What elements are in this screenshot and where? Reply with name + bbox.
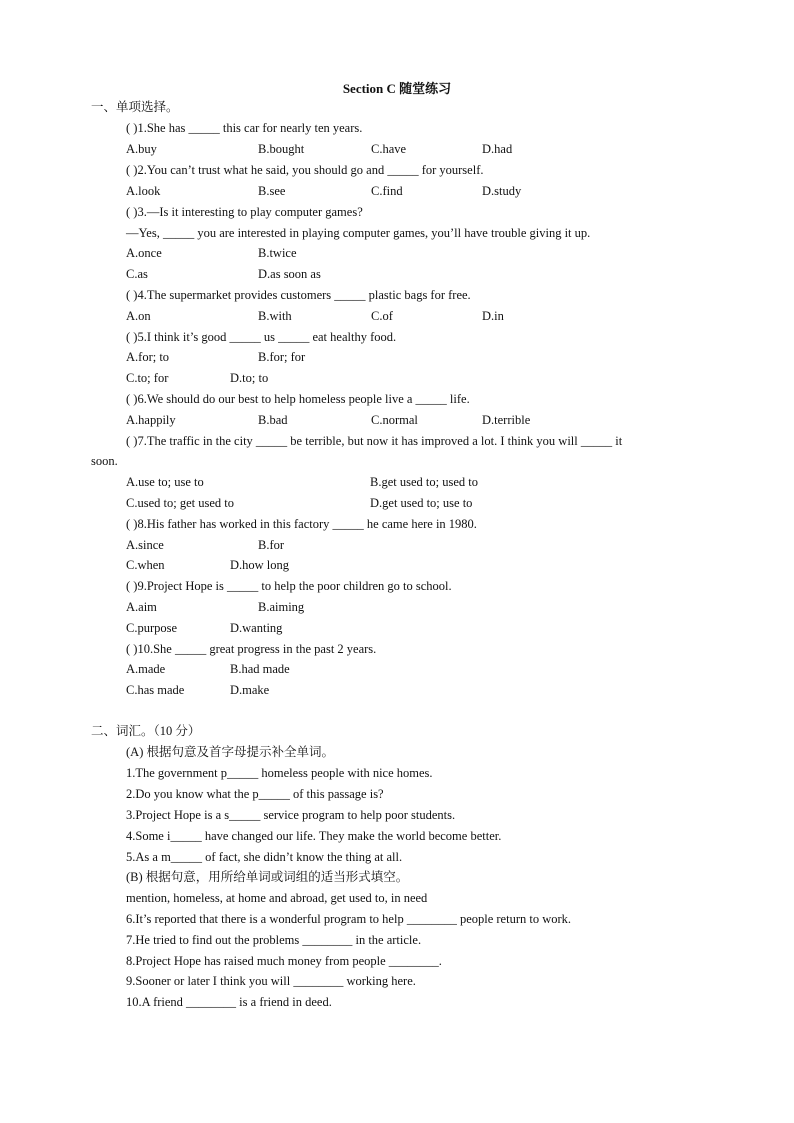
question-10-option-d: D.make [230, 683, 270, 697]
vocab-item-8: 8.Project Hope has raised much money from people ________. [126, 954, 442, 968]
question-7-option-d: D.get used to; use to [370, 496, 473, 510]
question-6-option-b: B.bad [258, 413, 288, 427]
question-2-option-a: A.look [126, 184, 161, 198]
question-9-option-d: D.wanting [230, 621, 283, 635]
question-2-option-c: C.find [371, 184, 403, 198]
word-bank: mention, homeless, at home and abroad, get used to, in need [126, 891, 428, 905]
question-10-option-c: C.has made [126, 683, 185, 697]
subsection-a-heading: (A) 根据句意及首字母提示补全单词。 [126, 745, 334, 759]
question-3-option-d: D.as soon as [258, 267, 321, 281]
page-title: Section C 随堂练习 [342, 81, 452, 96]
question-2-option-d: D.study [482, 184, 522, 198]
question-3-option-c: C.as [126, 267, 148, 281]
question-7-stem: ( )7.The traffic in the city _____ be terrible, but now it has improved a lot. I think you will _____ it [126, 434, 623, 448]
question-9-option-b: B.aiming [258, 600, 305, 614]
question-3-stem: ( )3.—Is it interesting to play computer games? [126, 205, 363, 219]
question-7-option-a: A.use to; use to [126, 475, 204, 489]
question-1-option-b: B.bought [258, 142, 305, 156]
question-5-option-d: D.to; to [230, 371, 269, 385]
question-4-option-b: B.with [258, 309, 292, 323]
question-4-option-c: C.of [371, 309, 393, 323]
question-7-option-b: B.get used to; used to [370, 475, 478, 489]
question-4-option-d: D.in [482, 309, 504, 323]
question-7-option-c: C.used to; get used to [126, 496, 234, 510]
question-4-option-a: A.on [126, 309, 151, 323]
question-8-option-b: B.for [258, 538, 285, 552]
vocab-item-10: 10.A friend ________ is a friend in deed. [126, 995, 332, 1009]
question-5-option-b: B.for; for [258, 350, 306, 364]
question-4-stem: ( )4.The supermarket provides customers _____ plastic bags for free. [126, 288, 471, 302]
question-5-option-c: C.to; for [126, 371, 169, 385]
vocab-item-4: 4.Some i_____ have changed our life. They make the world become better. [126, 829, 502, 843]
question-1-option-c: C.have [371, 142, 407, 156]
question-10-option-b: B.had made [230, 662, 290, 676]
vocab-item-1: 1.The government p_____ homeless people with nice homes. [126, 766, 433, 780]
question-5-stem: ( )5.I think it’s good _____ us _____ eat healthy food. [126, 330, 397, 344]
question-6-stem: ( )6.We should do our best to help homeless people live a _____ life. [126, 392, 470, 406]
question-10-stem: ( )10.She _____ great progress in the past 2 years. [126, 642, 377, 656]
question-3-option-a: A.once [126, 246, 162, 260]
question-9-stem: ( )9.Project Hope is _____ to help the poor children go to school. [126, 579, 452, 593]
question-1-stem: ( )1.She has _____ this car for nearly ten years. [126, 121, 363, 135]
question-3-option-b: B.twice [258, 246, 297, 260]
question-7-stem-2: soon. [91, 454, 118, 468]
section-heading-1: 一、单项选择。 [91, 100, 179, 114]
vocab-item-9: 9.Sooner or later I think you will ________ working here. [126, 974, 416, 988]
question-10-option-a: A.made [126, 662, 166, 676]
question-6-option-c: C.normal [371, 413, 418, 427]
subsection-b-heading: (B) 根据句意，用所给单词或词组的适当形式填空。 [126, 870, 409, 884]
question-2-stem: ( )2.You can’t trust what he said, you should go and _____ for yourself. [126, 163, 484, 177]
question-8-option-c: C.when [126, 558, 165, 572]
question-5-option-a: A.for; to [126, 350, 170, 364]
vocab-item-6: 6.It’s reported that there is a wonderful program to help ________ people return to work. [126, 912, 572, 926]
question-1-option-a: A.buy [126, 142, 157, 156]
question-8-stem: ( )8.His father has worked in this factory _____ he came here in 1980. [126, 517, 477, 531]
question-8-option-a: A.since [126, 538, 164, 552]
question-9-option-c: C.purpose [126, 621, 178, 635]
question-9-option-a: A.aim [126, 600, 157, 614]
question-3-stem-2: —Yes, _____ you are interested in playing computer games, you’ll have trouble giving it up. [126, 226, 591, 240]
question-2-option-b: B.see [258, 184, 286, 198]
vocab-item-5: 5.As a m_____ of fact, she didn’t know the thing at all. [126, 850, 403, 864]
question-6-option-a: A.happily [126, 413, 176, 427]
vocab-item-3: 3.Project Hope is a s_____ service program to help poor students. [126, 808, 456, 822]
section-heading-2: 二、词汇。（10 分） [91, 724, 201, 738]
question-1-option-d: D.had [482, 142, 513, 156]
vocab-item-7: 7.He tried to find out the problems ________ in the article. [126, 933, 422, 947]
question-6-option-d: D.terrible [482, 413, 531, 427]
question-8-option-d: D.how long [230, 558, 290, 572]
vocab-item-2: 2.Do you know what the p_____ of this passage is? [126, 787, 384, 801]
